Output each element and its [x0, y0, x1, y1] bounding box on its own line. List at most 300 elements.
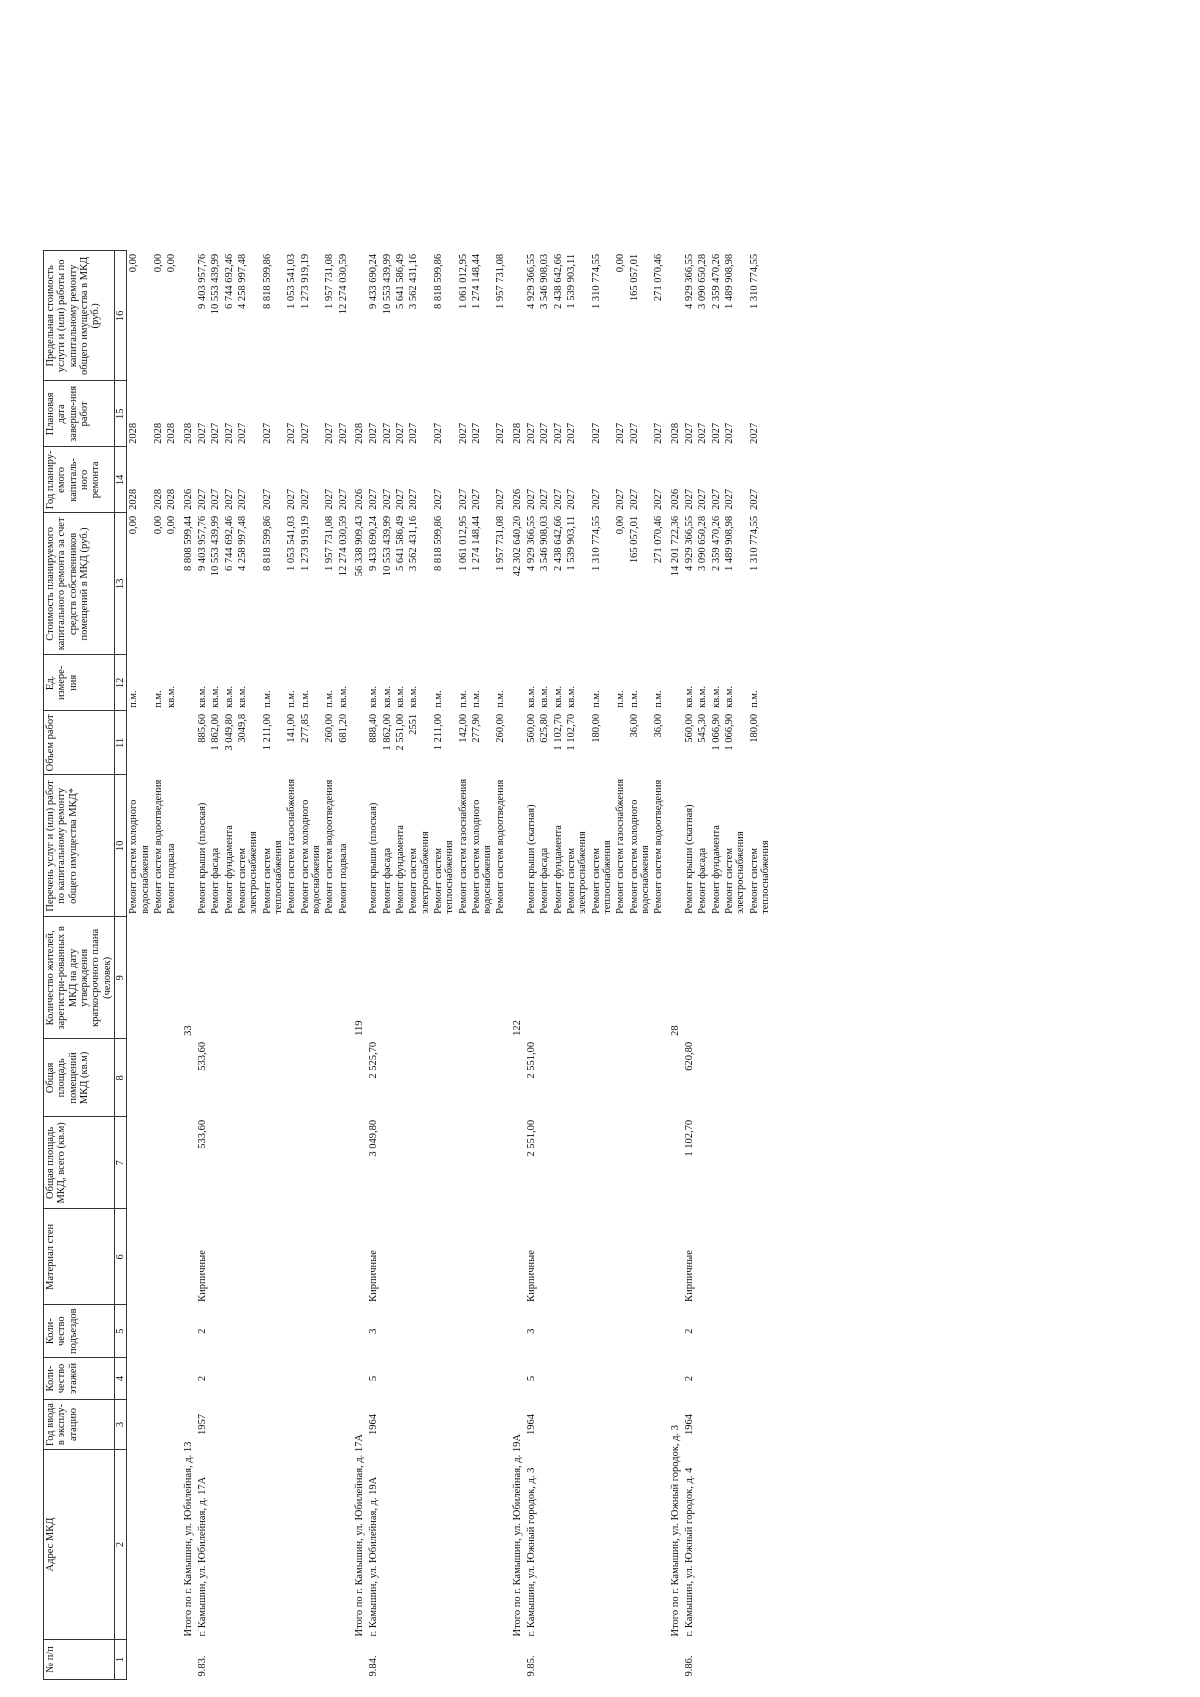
repair-year: 2027 — [653, 488, 665, 510]
work-name: Ремонт фасада — [697, 847, 709, 914]
completion-date: 2027 — [495, 422, 507, 444]
house-address: г. Камышин, ул. Южный городок, д. 3 — [526, 1467, 538, 1637]
completion-date: 2027 — [381, 422, 393, 444]
work-cost: 3 562 431,16 — [408, 515, 420, 571]
limit-cost: 8 818 599,86 — [432, 253, 444, 309]
repair-year: 2027 — [710, 488, 722, 510]
completion-date: 2027 — [394, 422, 406, 444]
work-volume: 1 211,00 — [261, 713, 273, 751]
year-built: 1964 — [526, 1414, 538, 1435]
column-number: 6 — [114, 1209, 126, 1305]
limit-cost: 12 274 030,59 — [337, 253, 349, 315]
house-address: г. Камышин, ул. Юбилейная, д. 19А — [368, 1476, 380, 1637]
column-number: 15 — [114, 381, 126, 447]
work-cost: 10 553 439,99 — [381, 515, 393, 577]
work-volume: 260,00 — [495, 713, 507, 743]
row-number: 9.83. — [196, 1655, 208, 1677]
work-unit: кв.м. — [210, 685, 222, 708]
work-unit: кв.м. — [526, 685, 538, 708]
work-volume — [127, 711, 152, 775]
work-volume: 277,90 — [470, 713, 482, 743]
work-unit: кв.м. — [236, 685, 248, 708]
header-row — [44, 251, 115, 1680]
col-header: Коли-чество подъездов — [44, 1305, 115, 1358]
area-rooms: 2 525,70 — [368, 1041, 380, 1079]
house-address: г. Камышин, ул. Южный городок, д. 4 — [684, 1467, 696, 1637]
col-header: Предельная стоимость услуги и (или) работы по капитальному ремонту общего имущества в МКД (руб.) — [44, 251, 115, 381]
total-date: 2028 — [669, 422, 681, 444]
floors: 5 — [526, 1375, 538, 1382]
total-cost: 56 338 909,43 — [353, 515, 365, 577]
column-number: 9 — [114, 917, 126, 1039]
work-name: Ремонт систем газоснабжения — [286, 778, 298, 914]
work-name: Ремонт крыши (плоская) — [368, 802, 380, 914]
work-name: Ремонт систем электроснабжения — [724, 831, 747, 914]
limit-cost: 1 274 148,44 — [470, 253, 482, 309]
work-row — [236, 251, 261, 1680]
work-row — [223, 251, 236, 1680]
total-year: 2026 — [511, 488, 523, 510]
repair-year: 2027 — [552, 488, 564, 510]
work-name: Ремонт фасада — [210, 847, 222, 914]
work-row — [432, 251, 457, 1680]
work-name: Ремонт фундамента — [223, 825, 235, 914]
work-name: Ремонт систем холодного водоснабжения — [299, 799, 322, 914]
work-cost: 1 539 903,11 — [566, 515, 578, 571]
work-volume: 2 551,00 — [394, 713, 406, 751]
year-built: 1957 — [196, 1414, 208, 1435]
work-row — [652, 251, 665, 1680]
repair-year: 2027 — [236, 488, 248, 510]
completion-date: 2027 — [261, 422, 273, 444]
work-volume: 260,00 — [324, 713, 336, 743]
work-unit: п.м. — [128, 690, 140, 708]
work-cost: 10 553 439,99 — [210, 515, 222, 577]
work-name: Ремонт систем электроснабжения — [236, 831, 260, 914]
completion-date: 2027 — [470, 422, 482, 444]
work-name: Ремонт систем холодного водоснабжения — [628, 799, 652, 914]
work-name: Ремонт систем теплоснабжения — [590, 840, 614, 914]
limit-cost: 6 744 692,46 — [223, 253, 235, 309]
limit-cost: 8 818 599,86 — [261, 253, 273, 309]
total-cost: 14 201 722,36 — [669, 515, 681, 577]
work-name: Ремонт систем электроснабжения — [566, 831, 589, 914]
work-name: Ремонт крыши (плоская) — [196, 802, 208, 914]
entrances: 3 — [368, 1328, 380, 1334]
completion-date: 2027 — [286, 422, 298, 444]
completion-date: 2027 — [223, 422, 235, 444]
completion-date: 2028 — [166, 422, 178, 444]
entrances: 3 — [526, 1328, 538, 1334]
work-volume: 36,00 — [628, 713, 640, 738]
limit-cost: 0,00 — [152, 253, 164, 273]
limit-cost: 5 641 586,49 — [394, 253, 406, 309]
work-name: Ремонт систем теплоснабжения — [748, 840, 772, 914]
work-name: Ремонт систем газоснабжения — [457, 778, 469, 914]
work-volume: 625,80 — [539, 713, 551, 743]
work-volume: 1 102,70 — [566, 713, 578, 751]
total-date: 2028 — [511, 422, 523, 444]
limit-cost: 2 438 642,66 — [552, 253, 564, 309]
work-volume: 180,00 — [748, 713, 760, 743]
completion-date: 2027 — [210, 422, 222, 444]
work-volume: 1 066,90 — [724, 713, 736, 751]
work-cost: 2 438 642,66 — [552, 515, 564, 571]
col-header: Перечень услуг и (или) работ по капитальному ремонту общего имущества МКД* — [44, 775, 115, 917]
total-label: Итого по г. Камышин, ул. Юбилейная, д. 17А — [353, 1434, 365, 1637]
work-cost: 5 641 586,49 — [394, 515, 406, 571]
work-cost: 9 403 957,76 — [196, 515, 208, 571]
work-unit: п.м. — [470, 690, 482, 708]
total-year: 2026 — [669, 488, 681, 510]
repair-plan-table — [43, 250, 772, 1680]
work-unit: п.м. — [615, 690, 627, 708]
work-volume: 180,00 — [590, 713, 602, 743]
work-unit: кв.м. — [223, 685, 235, 708]
area-rooms: 533,60 — [196, 1041, 208, 1071]
total-residents: 33 — [182, 1025, 194, 1036]
work-name: Ремонт подвала — [337, 843, 349, 914]
work-unit: п.м. — [748, 690, 760, 708]
house-row — [682, 251, 696, 1680]
work-volume: 142,00 — [457, 713, 469, 743]
work-unit: п.м. — [299, 690, 311, 708]
total-label: Итого по г. Камышин, ул. Юбилейная, д. 19А — [511, 1434, 523, 1637]
work-cost: 0,00 — [615, 515, 627, 535]
column-number: 2 — [114, 1450, 126, 1640]
entrances: 2 — [196, 1328, 208, 1334]
work-row — [723, 251, 748, 1680]
work-unit: кв.м. — [408, 685, 420, 708]
completion-date: 2027 — [653, 422, 665, 444]
work-unit: кв.м. — [710, 685, 722, 708]
floors: 2 — [196, 1375, 208, 1382]
column-number: 10 — [114, 775, 126, 917]
total-residents: 119 — [353, 1020, 365, 1036]
limit-cost: 1 310 774,55 — [590, 253, 602, 309]
work-row — [165, 251, 178, 1680]
completion-date: 2027 — [324, 422, 336, 444]
repair-year: 2027 — [223, 488, 235, 510]
col-header: Год планиру-емого капиталь-ного ремонта — [44, 447, 115, 513]
work-row — [299, 251, 324, 1680]
work-cost: 1 310 774,55 — [748, 515, 760, 571]
repair-year: 2027 — [394, 488, 406, 510]
work-volume: 1 211,00 — [432, 713, 444, 751]
work-name: Ремонт систем водоотведения — [324, 779, 336, 914]
work-row — [494, 251, 507, 1680]
work-row — [127, 251, 152, 1680]
work-row — [696, 251, 709, 1680]
completion-date: 2027 — [710, 422, 722, 444]
area-total: 1 102,70 — [684, 1119, 696, 1157]
floors: 2 — [684, 1375, 696, 1382]
repair-year: 2027 — [495, 488, 507, 510]
work-name: Ремонт крыши (скатная) — [684, 804, 696, 914]
repair-year: 2027 — [697, 488, 709, 510]
total-label: Итого по г. Камышин, ул. Южный городок, д. 3 — [669, 1424, 681, 1637]
limit-cost: 271 070,46 — [653, 253, 665, 302]
work-row — [261, 251, 286, 1680]
work-cost: 1 489 908,98 — [724, 515, 736, 571]
col-header: Адрес МКД — [44, 1450, 115, 1640]
year-built: 1964 — [368, 1414, 380, 1435]
area-rooms: 620,80 — [684, 1041, 696, 1071]
repair-year: 2027 — [748, 488, 760, 510]
total-date: 2028 — [182, 422, 194, 444]
work-cost: 1 061 012,95 — [457, 515, 469, 571]
table-body — [127, 251, 773, 1680]
repair-year: 2028 — [166, 488, 178, 510]
work-name: Ремонт фасада — [539, 847, 551, 914]
completion-date: 2027 — [236, 422, 248, 444]
work-name: Ремонт систем электроснабжения — [408, 831, 431, 914]
area-rooms: 2 551,00 — [526, 1041, 538, 1079]
row-number: 9.86. — [684, 1655, 696, 1677]
limit-cost: 1 489 908,98 — [724, 253, 736, 309]
repair-year: 2028 — [128, 488, 140, 510]
work-name: Ремонт систем водоотведения — [653, 779, 665, 914]
work-name: Ремонт систем холодного водоснабжения — [470, 799, 494, 914]
work-volume: 1 066,90 — [710, 713, 722, 751]
work-cost: 0,00 — [152, 515, 164, 535]
repair-year: 2027 — [324, 488, 336, 510]
repair-year: 2028 — [152, 488, 164, 510]
work-volume — [614, 711, 627, 775]
completion-date: 2028 — [128, 422, 140, 444]
completion-date: 2027 — [552, 422, 564, 444]
row-number: 9.84. — [368, 1655, 380, 1677]
total-date: 2028 — [353, 422, 365, 444]
work-volume: 141,00 — [286, 713, 298, 743]
col-header: Год ввода в эксплу-атацию — [44, 1400, 115, 1450]
repair-year: 2027 — [261, 488, 273, 510]
year-built: 1964 — [684, 1414, 696, 1435]
repair-year: 2027 — [628, 488, 640, 510]
repair-year: 2027 — [210, 488, 222, 510]
work-unit: п.м. — [653, 690, 665, 708]
work-unit: п.м. — [324, 690, 336, 708]
work-unit: кв.м. — [684, 685, 696, 708]
work-name: Ремонт фундамента — [710, 825, 722, 914]
column-number: 14 — [114, 447, 126, 513]
area-total: 3 049,80 — [368, 1119, 380, 1157]
repair-year: 2027 — [615, 488, 627, 510]
work-volume: 681,20 — [337, 713, 349, 743]
floors: 5 — [368, 1375, 380, 1382]
limit-cost: 1 957 731,08 — [324, 253, 336, 309]
work-cost: 12 274 030,59 — [337, 515, 349, 577]
work-name: Ремонт систем водоотведения — [495, 779, 507, 914]
repair-year: 2027 — [337, 488, 349, 510]
col-header: Коли-чество этажей — [44, 1358, 115, 1400]
work-unit: п.м. — [432, 690, 444, 708]
repair-year: 2027 — [457, 488, 469, 510]
work-unit: кв.м. — [566, 685, 578, 708]
work-name: Ремонт фасада — [381, 847, 393, 914]
completion-date: 2027 — [615, 422, 627, 444]
work-unit: п.м. — [261, 690, 273, 708]
work-cost: 1 957 731,08 — [324, 515, 336, 571]
limit-cost: 10 553 439,99 — [210, 253, 222, 315]
limit-cost: 1 061 012,95 — [457, 253, 469, 309]
limit-cost: 165 057,01 — [628, 253, 640, 302]
completion-date: 2027 — [408, 422, 420, 444]
repair-year: 2027 — [566, 488, 578, 510]
work-cost: 0,00 — [166, 515, 178, 535]
limit-cost: 2 359 470,26 — [710, 253, 722, 309]
work-row — [381, 251, 394, 1680]
work-name: Ремонт систем теплоснабжения — [261, 840, 284, 914]
work-cost: 4 929 366,55 — [684, 515, 696, 571]
work-unit: кв.м. — [539, 685, 551, 708]
total-row — [666, 251, 682, 1680]
work-volume — [165, 711, 178, 775]
work-name: Ремонт фундамента — [552, 825, 564, 914]
work-volume: 3 049,80 — [223, 713, 235, 751]
completion-date: 2027 — [628, 422, 640, 444]
limit-cost: 1 273 919,19 — [299, 253, 311, 309]
work-name: Ремонт подвала — [166, 843, 178, 914]
column-number: 7 — [114, 1117, 126, 1209]
work-unit: кв.м. — [552, 685, 564, 708]
total-residents: 28 — [669, 1025, 681, 1036]
work-unit: кв.м. — [394, 685, 406, 708]
work-row — [590, 251, 615, 1680]
work-row — [209, 251, 222, 1680]
limit-cost: 4 258 997,48 — [236, 253, 248, 309]
col-header: Общая площадь помещений МКД (кв.м) — [44, 1039, 115, 1117]
rotated-page — [43, 40, 1198, 1680]
work-volume: 1 862,00 — [381, 713, 393, 751]
house-row — [195, 251, 209, 1680]
work-name: Ремонт систем теплоснабжения — [432, 840, 456, 914]
total-residents: 122 — [511, 1020, 523, 1036]
limit-cost: 0,00 — [166, 253, 178, 273]
work-row — [337, 251, 350, 1680]
wall-material: Кирпичные — [684, 1250, 696, 1302]
repair-year: 2027 — [590, 488, 602, 510]
work-unit: п.м. — [495, 690, 507, 708]
limit-cost: 3 562 431,16 — [408, 253, 420, 309]
column-number: 3 — [114, 1400, 126, 1450]
limit-cost: 3 546 908,03 — [539, 253, 551, 309]
repair-year: 2027 — [724, 488, 736, 510]
work-volume: 36,00 — [653, 713, 665, 738]
work-name: Ремонт крыши (скатная) — [526, 804, 538, 914]
work-row — [407, 251, 432, 1680]
work-row — [152, 251, 165, 1680]
work-row — [628, 251, 653, 1680]
work-volume: 3049,8 — [236, 713, 248, 743]
limit-cost: 1 053 541,03 — [286, 253, 298, 309]
work-volume: 545,30 — [697, 713, 709, 743]
col-header: Материал стен — [44, 1209, 115, 1305]
work-row — [552, 251, 565, 1680]
wall-material: Кирпичные — [526, 1250, 538, 1302]
column-number: 12 — [114, 655, 126, 711]
row-number: 9.85. — [526, 1655, 538, 1677]
limit-cost: 1 310 774,55 — [748, 253, 760, 309]
work-cost: 8 818 599,86 — [261, 515, 273, 571]
work-row — [394, 251, 407, 1680]
total-label: Итого по г. Камышин, ул. Юбилейная, д. 13 — [182, 1441, 194, 1637]
repair-year: 2027 — [526, 488, 538, 510]
work-cost: 271 070,46 — [653, 515, 665, 564]
work-name: Ремонт систем водоотведения — [152, 779, 164, 914]
work-unit: п.м. — [286, 690, 298, 708]
limit-cost: 1 957 731,08 — [495, 253, 507, 309]
completion-date: 2027 — [337, 422, 349, 444]
work-volume: 888,40 — [368, 713, 380, 743]
col-header: Общая площадь МКД, всего (кв.м) — [44, 1117, 115, 1209]
completion-date: 2027 — [724, 422, 736, 444]
house-address: г. Камышин, ул. Юбилейная, д. 17А — [196, 1476, 208, 1637]
completion-date: 2027 — [432, 422, 444, 444]
work-volume: 2551 — [408, 713, 420, 735]
total-year: 2026 — [353, 488, 365, 510]
repair-year: 2027 — [539, 488, 551, 510]
work-row — [538, 251, 551, 1680]
work-cost: 3 546 908,03 — [539, 515, 551, 571]
limit-cost: 10 553 439,99 — [381, 253, 393, 315]
work-cost: 1 957 731,08 — [495, 515, 507, 571]
work-cost: 9 433 690,24 — [368, 515, 380, 571]
work-cost: 1 053 541,03 — [286, 515, 298, 571]
column-number-row — [114, 251, 126, 1680]
limit-cost: 9 433 690,24 — [368, 253, 380, 309]
total-row — [179, 251, 195, 1680]
wall-material: Кирпичные — [196, 1250, 208, 1302]
column-number: 5 — [114, 1305, 126, 1358]
col-header: Ед. измере-ния — [44, 655, 115, 711]
repair-year: 2027 — [408, 488, 420, 510]
repair-year: 2027 — [286, 488, 298, 510]
house-row — [524, 251, 538, 1680]
repair-year: 2027 — [299, 488, 311, 510]
entrances: 2 — [684, 1328, 696, 1334]
work-name: Ремонт систем холодного водоснабжения — [128, 799, 151, 914]
work-unit: п.м. — [457, 690, 469, 708]
work-volume: 560,00 — [684, 713, 696, 743]
work-row — [323, 251, 336, 1680]
column-number: 4 — [114, 1358, 126, 1400]
work-cost: 1 273 919,19 — [299, 515, 311, 571]
completion-date: 2027 — [368, 422, 380, 444]
work-row — [748, 251, 773, 1680]
work-unit: кв.м. — [381, 685, 393, 708]
work-unit: кв.м. — [196, 685, 208, 708]
work-volume: 885,60 — [196, 713, 208, 743]
column-number: 11 — [114, 711, 126, 775]
wall-material: Кирпичные — [368, 1250, 380, 1302]
column-number: 8 — [114, 1039, 126, 1117]
col-header: Стоимость планируемого капитального ремонта за счет средств собственников помещений в МКД (руб.) — [44, 513, 115, 655]
total-cost: 8 808 599,44 — [182, 515, 194, 571]
completion-date: 2027 — [566, 422, 578, 444]
column-number: 1 — [114, 1640, 126, 1680]
work-volume: 1 102,70 — [552, 713, 564, 751]
work-name: Ремонт систем газоснабжения — [615, 778, 627, 914]
work-name: Ремонт фундамента — [394, 825, 406, 914]
repair-year: 2027 — [470, 488, 482, 510]
work-cost: 4 929 366,55 — [526, 515, 538, 571]
limit-cost: 9 403 957,76 — [196, 253, 208, 309]
completion-date: 2027 — [299, 422, 311, 444]
work-row — [614, 251, 627, 1680]
work-cost: 8 818 599,86 — [432, 515, 444, 571]
repair-year: 2027 — [684, 488, 696, 510]
